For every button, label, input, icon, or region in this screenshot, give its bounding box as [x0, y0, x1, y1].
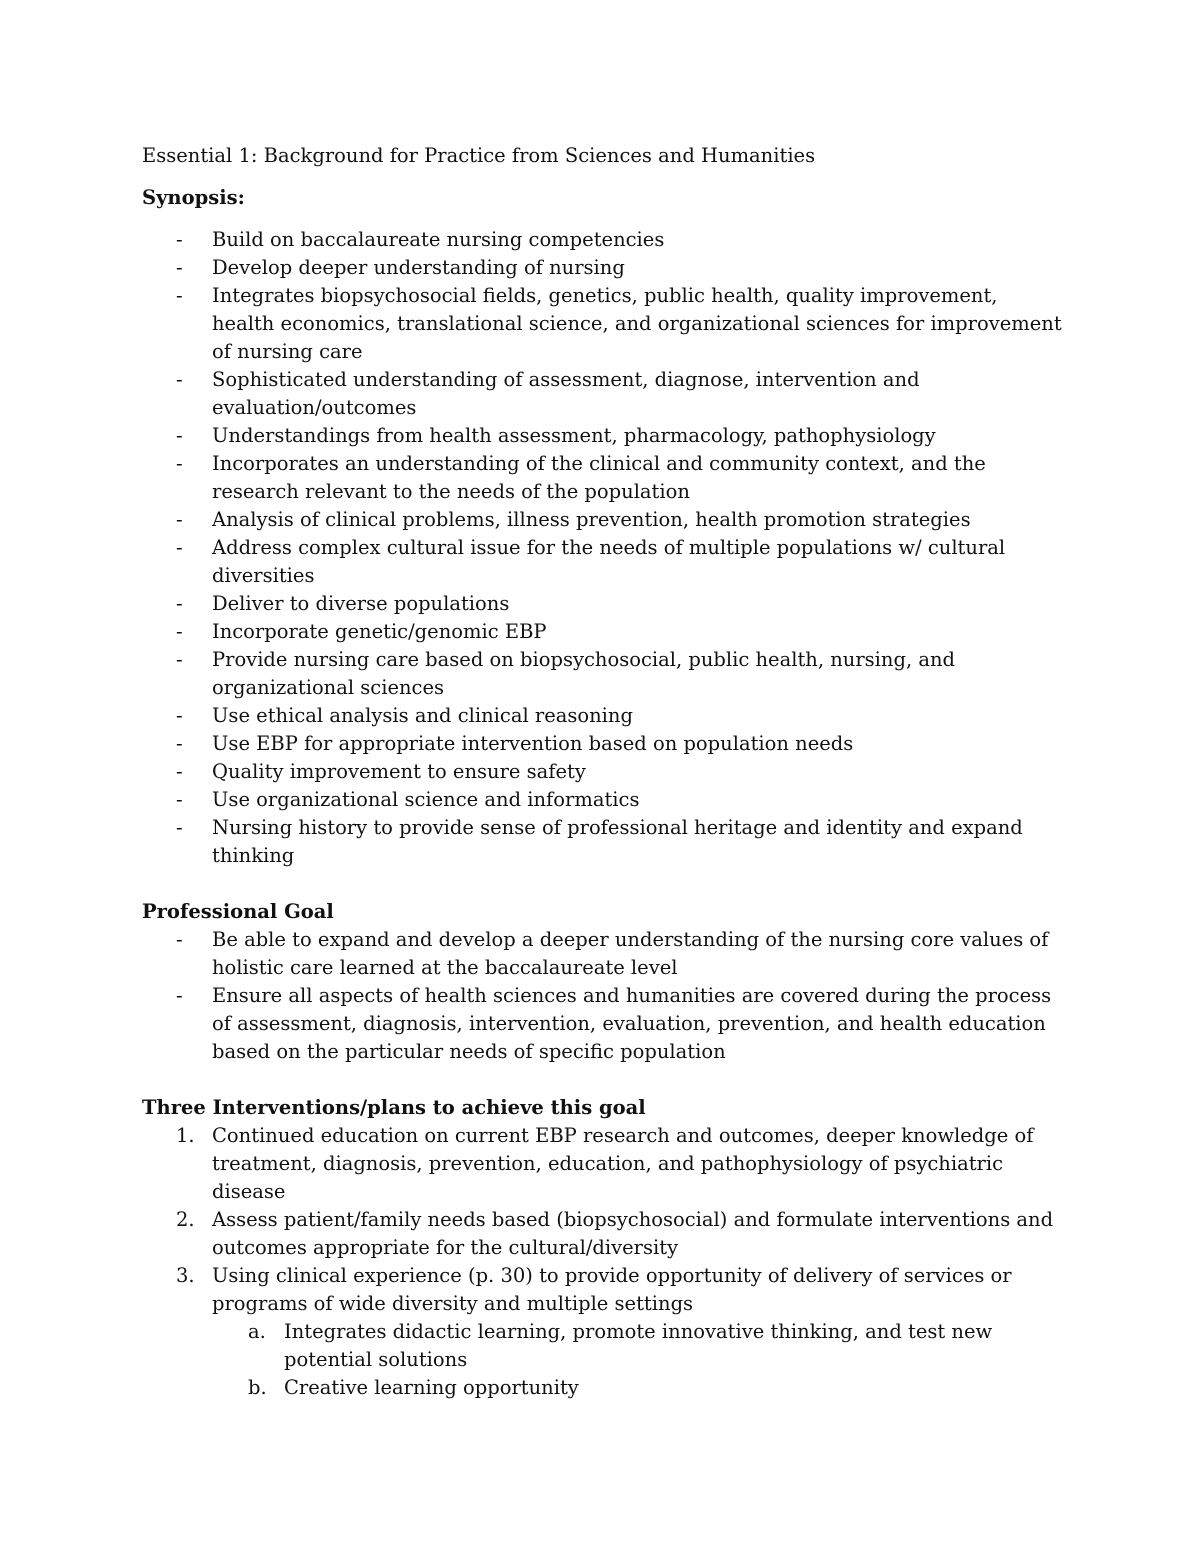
intervention-item	[142, 1206, 1062, 1262]
synopsis-item	[142, 702, 1062, 730]
intervention-subitem-text: Integrates didactic learning, promote innovative thinking, and test new potential solutions	[284, 1320, 993, 1371]
intervention-item-text: Using clinical experience (p. 30) to provide opportunity of delivery of services or programs of wide diversity and multiple settings	[212, 1264, 1012, 1315]
synopsis-item-text: Sophisticated understanding of assessment, diagnose, intervention and evaluation/outcomes	[212, 368, 920, 419]
dash-marker: -	[176, 788, 183, 811]
synopsis-item	[142, 282, 1062, 366]
synopsis-item	[142, 506, 1062, 534]
dash-marker: -	[176, 368, 183, 391]
dash-marker: -	[176, 984, 183, 1007]
number-marker: 1.	[176, 1124, 195, 1147]
document-page	[142, 142, 1062, 1402]
dash-marker: -	[176, 648, 183, 671]
synopsis-item	[142, 450, 1062, 506]
synopsis-item	[142, 590, 1062, 618]
synopsis-item-text: Provide nursing care based on biopsychosocial, public health, nursing, and organizational sciences	[212, 648, 956, 699]
synopsis-item-text: Analysis of clinical problems, illness prevention, health promotion strategies	[212, 508, 971, 531]
dash-marker: -	[176, 620, 183, 643]
goal-item-text: Ensure all aspects of health sciences and humanities are covered during the process of assessment, diagnosis, intervention, evaluation, prevention, and health education based on the particular needs of specific population	[212, 984, 1052, 1063]
dash-marker: -	[176, 928, 183, 951]
intervention-subitem	[212, 1318, 1062, 1374]
interventions-list	[142, 1122, 1062, 1402]
intervention-sublist	[212, 1318, 1062, 1402]
intervention-subitem	[212, 1374, 1062, 1402]
dash-marker: -	[176, 760, 183, 783]
professional-goal-heading: Professional Goal	[142, 900, 334, 923]
synopsis-item-text: Integrates biopsychosocial fields, genetics, public health, quality improvement, health economics, translational science, and organizational sciences for improvement of nursing care	[212, 284, 1062, 363]
synopsis-item	[142, 534, 1062, 590]
document-title: Essential 1: Background for Practice from Sciences and Humanities	[142, 144, 816, 167]
dash-marker: -	[176, 452, 183, 475]
synopsis-item	[142, 366, 1062, 422]
synopsis-item-text: Use ethical analysis and clinical reasoning	[212, 704, 633, 727]
synopsis-item-text: Incorporates an understanding of the clinical and community context, and the research relevant to the needs of the population	[212, 452, 986, 503]
synopsis-item-text: Deliver to diverse populations	[212, 592, 510, 615]
letter-marker: a.	[248, 1320, 266, 1343]
professional-goal-list	[142, 926, 1062, 1066]
dash-marker: -	[176, 284, 183, 307]
dash-marker: -	[176, 732, 183, 755]
dash-marker: -	[176, 816, 183, 839]
dash-marker: -	[176, 228, 183, 251]
synopsis-item-text: Nursing history to provide sense of professional heritage and identity and expand thinking	[212, 816, 1023, 867]
synopsis-list	[142, 226, 1062, 870]
synopsis-item	[142, 226, 1062, 254]
goal-item	[142, 982, 1062, 1066]
synopsis-item	[142, 814, 1062, 870]
synopsis-item-text: Build on baccalaureate nursing competencies	[212, 228, 665, 251]
dash-marker: -	[176, 508, 183, 531]
dash-marker: -	[176, 592, 183, 615]
intervention-item	[142, 1122, 1062, 1206]
number-marker: 2.	[176, 1208, 195, 1231]
synopsis-item-text: Incorporate genetic/genomic EBP	[212, 620, 547, 643]
dash-marker: -	[176, 424, 183, 447]
synopsis-item	[142, 786, 1062, 814]
number-marker: 3.	[176, 1264, 195, 1287]
synopsis-heading: Synopsis:	[142, 186, 245, 209]
intervention-subitem-text: Creative learning opportunity	[284, 1376, 579, 1399]
synopsis-item	[142, 422, 1062, 450]
intervention-item-text: Continued education on current EBP research and outcomes, deeper knowledge of treatment, diagnosis, prevention, education, and pathophysiology of psychiatric disease	[212, 1124, 1034, 1203]
synopsis-item-text: Develop deeper understanding of nursing	[212, 256, 625, 279]
synopsis-item-text: Quality improvement to ensure safety	[212, 760, 586, 783]
goal-item	[142, 926, 1062, 982]
synopsis-item	[142, 730, 1062, 758]
synopsis-item-text: Address complex cultural issue for the needs of multiple populations w/ cultural diversities	[212, 536, 1006, 587]
intervention-item-text: Assess patient/family needs based (biopsychosocial) and formulate interventions and outcomes appropriate for the cultural/diversity	[212, 1208, 1054, 1259]
letter-marker: b.	[248, 1376, 267, 1399]
synopsis-item	[142, 758, 1062, 786]
synopsis-item-text: Understandings from health assessment, pharmacology, pathophysiology	[212, 424, 936, 447]
synopsis-item-text: Use organizational science and informatics	[212, 788, 640, 811]
dash-marker: -	[176, 256, 183, 279]
synopsis-item	[142, 646, 1062, 702]
goal-item-text: Be able to expand and develop a deeper understanding of the nursing core values of holistic care learned at the baccalaureate level	[212, 928, 1049, 979]
dash-marker: -	[176, 704, 183, 727]
synopsis-item-text: Use EBP for appropriate intervention based on population needs	[212, 732, 854, 755]
dash-marker: -	[176, 536, 183, 559]
intervention-item	[142, 1262, 1062, 1402]
interventions-heading: Three Interventions/plans to achieve this goal	[142, 1096, 646, 1119]
synopsis-item	[142, 254, 1062, 282]
synopsis-item	[142, 618, 1062, 646]
